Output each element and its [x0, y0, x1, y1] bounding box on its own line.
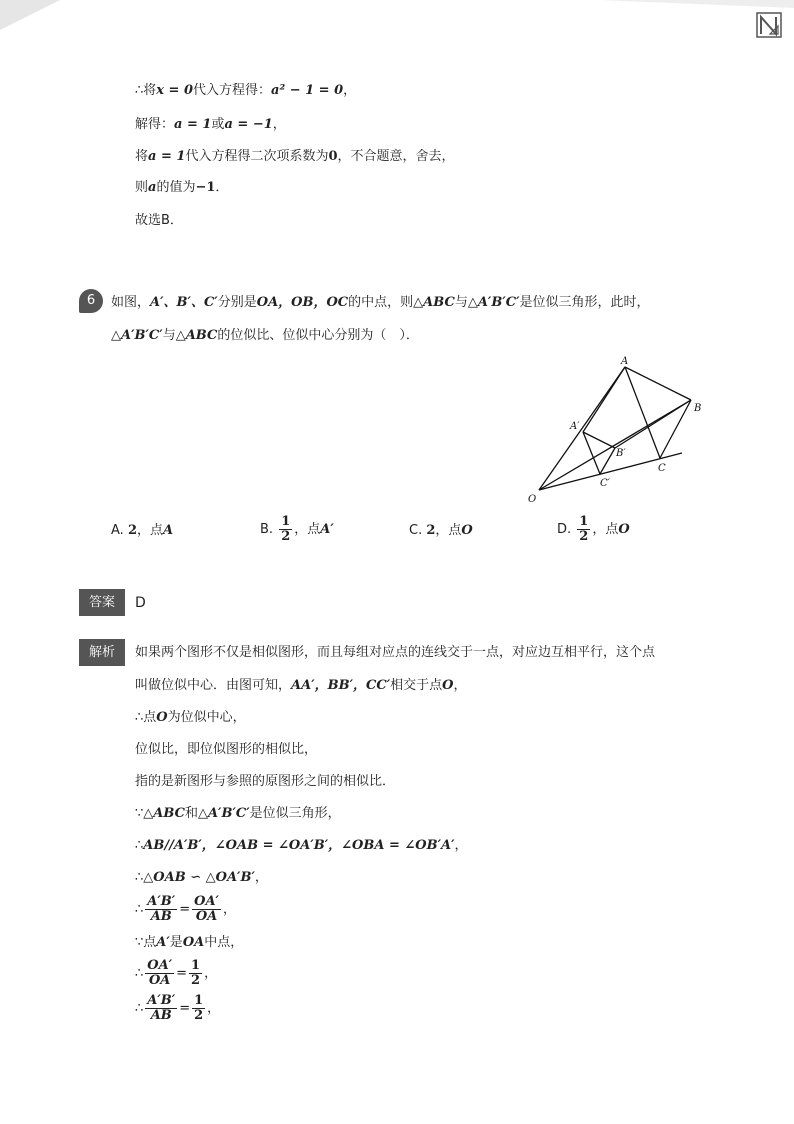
analysis-line-8: ∴△OAB ∽ △OA′B′， — [135, 870, 268, 885]
ray-ob — [539, 400, 691, 490]
question-text-line-1: 如图，A′、B′、C′分别是OA，OB，OC的中点，则△ABC与△A′B′C′是位似三角形，此时， — [111, 295, 650, 310]
analysis-line-12: ∴ $\frac{A'B'}{AB}$ = $\frac{1}{2}$ ， — [135, 993, 221, 1023]
label-c1: C′ — [600, 478, 610, 489]
label-o: O — [528, 494, 537, 505]
solution-line-4: 则a的值为−1． — [135, 180, 229, 195]
analysis-line-2: 叫做位似中心．由图可知，AA′，BB′，CC′相交于点O， — [135, 678, 467, 693]
label-a1: A′ — [570, 421, 580, 432]
solution-line-3: 将a = 1代入方程得二次项系数为0，不合题意，舍去， — [135, 149, 455, 164]
option-b[interactable]: B. $\frac{1}{2}$ ，点A′ — [260, 514, 334, 544]
analysis-line-3: ∴点O为位似中心， — [135, 710, 246, 725]
answer-value: D — [135, 595, 146, 611]
analysis-line-7: ∴AB//A′B′，∠OAB = ∠OA′B′，∠OBA = ∠OB′A′， — [135, 838, 468, 853]
solution-line-2: 解得：a = 1或a = −1， — [135, 117, 286, 132]
option-a[interactable]: A. 2，点A — [111, 523, 174, 538]
label-b: B — [694, 403, 702, 414]
option-d[interactable]: D. $\frac{1}{2}$ ，点O — [557, 514, 630, 544]
question-text-line-2: △A′B′C′与△ABC的位似比、位似中心分别为（ ）． — [111, 328, 419, 343]
solution-line-5: 故选B． — [135, 213, 183, 228]
analysis-line-4: 位似比，即位似图形的相似比， — [135, 742, 318, 757]
analysis-line-10: ∵点A′是OA中点， — [135, 935, 244, 950]
answer-label: 答案 — [79, 589, 125, 616]
brand-logo-icon — [756, 12, 782, 38]
label-c: C — [658, 463, 666, 474]
option-c[interactable]: C. 2，点O — [409, 523, 473, 538]
analysis-line-11: ∴ $\frac{OA'}{OA}$ = $\frac{1}{2}$ ， — [135, 958, 218, 988]
analysis-line-1: 如果两个图形不仅是相似图形，而且每组对应点的连线交于一点，对应边互相平行，这个点 — [135, 645, 656, 660]
label-b1: B′ — [616, 448, 626, 459]
header-decoration — [0, 0, 794, 60]
analysis-line-6: ∵△ABC和△A′B′C′是位似三角形， — [135, 806, 341, 821]
label-a: A — [621, 356, 629, 367]
question-number-badge: 6 — [79, 289, 103, 313]
analysis-line-5: 指的是新图形与参照的原图形之间的相似比． — [135, 774, 396, 789]
analysis-line-9: ∴ $\frac{A'B'}{AB}$ = $\frac{OA'}{OA}$ ， — [135, 894, 236, 924]
analysis-label: 解析 — [79, 639, 125, 666]
homothety-figure — [520, 352, 710, 512]
solution-line-1: ∴将x = 0代入方程得：a² − 1 = 0， — [135, 83, 357, 98]
